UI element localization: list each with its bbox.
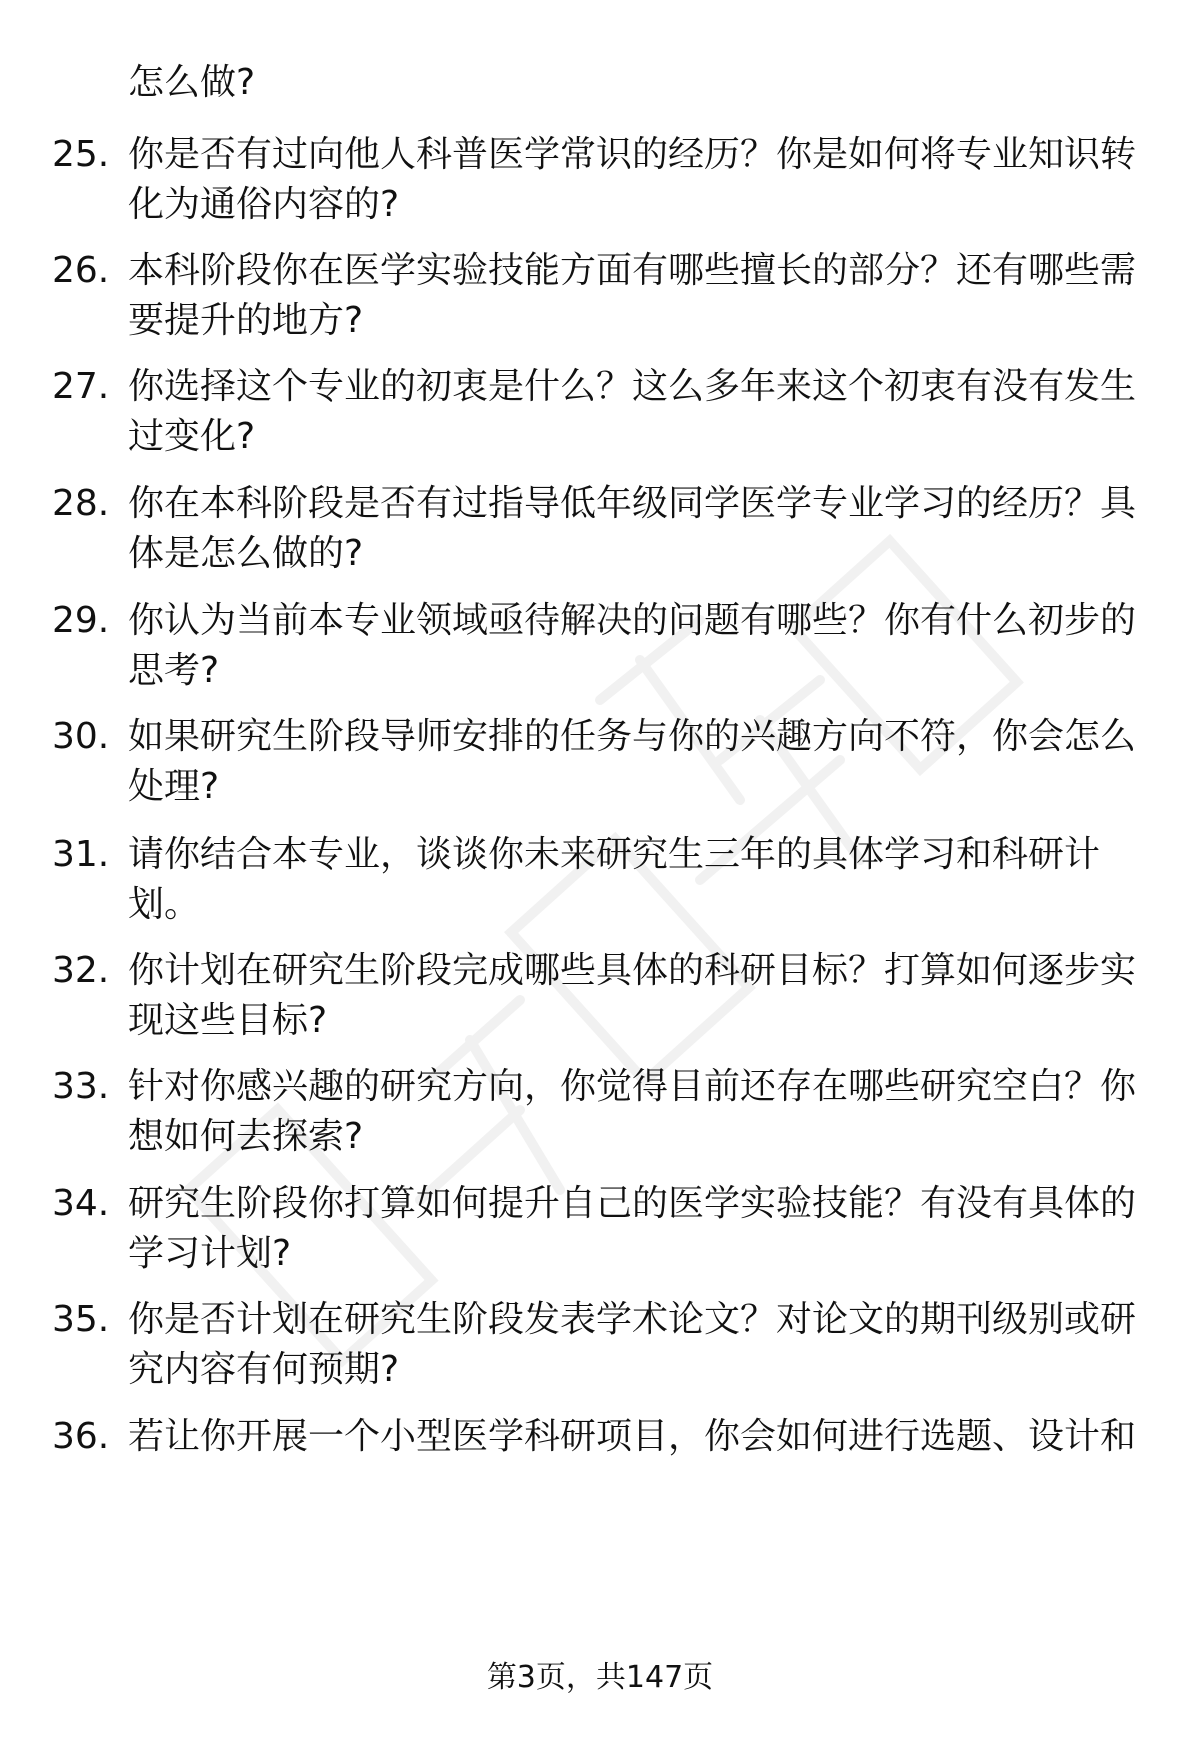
question-number: 25. (52, 134, 110, 175)
question-number: 32. (52, 950, 110, 991)
question-text-line: 化为通俗内容的? (128, 184, 400, 225)
question-number: 29. (52, 600, 110, 641)
question-text-line: 现这些目标? (128, 1000, 328, 1041)
question-text-line: 你选择这个专业的初衷是什么？这么多年来这个初衷有没有发生 (128, 366, 1137, 407)
continuation-text: 怎么做? (128, 62, 256, 103)
page-footer: 第3页，共147页 (486, 1660, 714, 1695)
question-text-line: 过变化? (128, 416, 256, 457)
question-number: 33. (52, 1066, 110, 1107)
question-text-line: 学习计划? (128, 1233, 292, 1274)
question-text-line: 你认为当前本专业领域亟待解决的问题有哪些？你有什么初步的 (128, 600, 1137, 641)
question-text-line: 思考? (128, 650, 220, 691)
question-number: 30. (52, 716, 110, 757)
question-text-line: 处理? (128, 766, 220, 807)
question-text-line: 你是否有过向他人科普医学常识的经历？你是如何将专业知识转 (128, 134, 1137, 175)
question-text-line: 究内容有何预期? (128, 1349, 400, 1390)
question-text-line: 你计划在研究生阶段完成哪些具体的科研目标？打算如何逐步实 (128, 950, 1137, 991)
question-text-line: 体是怎么做的? (128, 533, 364, 574)
question-text-line: 你是否计划在研究生阶段发表学术论文？对论文的期刊级别或研 (128, 1299, 1137, 1340)
question-text-line: 研究生阶段你打算如何提升自己的医学实验技能？有没有具体的 (128, 1183, 1137, 1224)
question-number: 36. (52, 1416, 110, 1457)
question-number: 27. (52, 366, 110, 407)
question-text-line: 针对你感兴趣的研究方向，你觉得目前还存在哪些研究空白？你 (128, 1066, 1137, 1107)
question-text-line: 本科阶段你在医学实验技能方面有哪些擅长的部分？还有哪些需 (128, 250, 1137, 291)
question-number: 28. (52, 483, 110, 524)
question-number: 34. (52, 1183, 110, 1224)
question-number: 26. (52, 250, 110, 291)
question-text-line: 想如何去探索? (128, 1116, 364, 1157)
question-number: 35. (52, 1299, 110, 1340)
question-text-line: 若让你开展一个小型医学科研项目，你会如何进行选题、设计和 (128, 1416, 1137, 1457)
question-text-line: 划。 (128, 884, 201, 925)
question-text-line: 请你结合本专业，谈谈你未来研究生三年的具体学习和科研计 (128, 834, 1101, 875)
question-text-line: 你在本科阶段是否有过指导低年级同学医学专业学习的经历？具 (128, 483, 1137, 524)
question-text-line: 如果研究生阶段导师安排的任务与你的兴趣方向不符，你会怎么 (128, 716, 1137, 757)
question-number: 31. (52, 834, 110, 875)
question-text-line: 要提升的地方? (128, 300, 364, 341)
